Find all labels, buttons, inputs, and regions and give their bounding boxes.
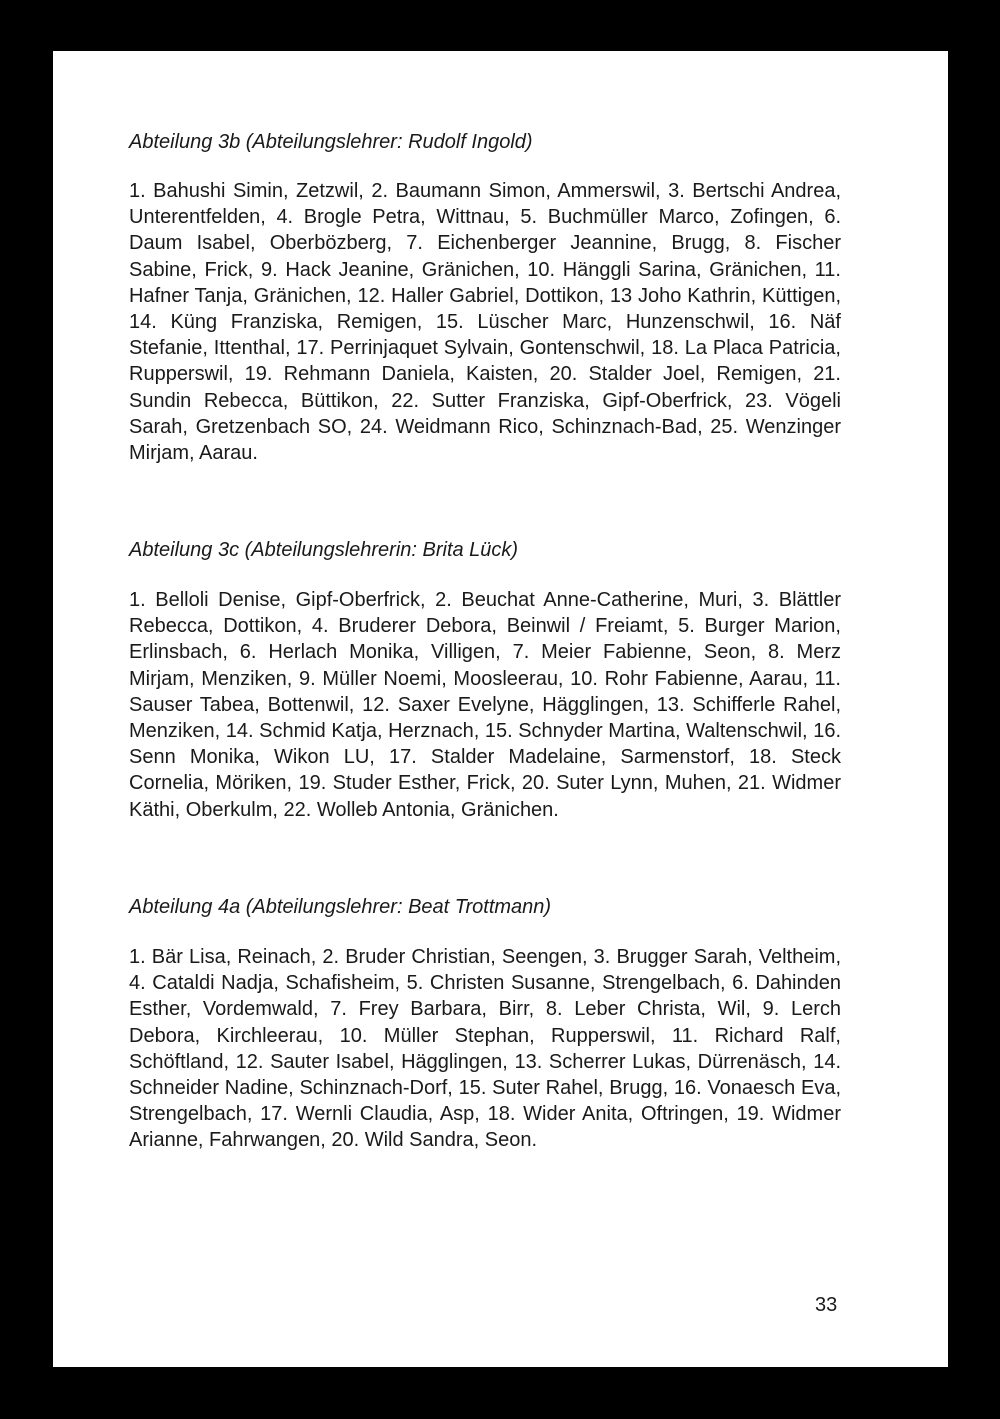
- section-heading: Abteilung 4a (Abteilungslehrer: Beat Trottmann): [129, 896, 552, 918]
- section-abteilung-3c: [129, 538, 841, 823]
- student-list: 1. Belloli Denise, Gipf-Oberfrick, 2. Beuchat Anne-Catherine, Muri, 3. Blättler Rebecca, Dottikon, 4. Bruderer Debora, Beinwil / Freiamt, 5. Burger Marion, Erlinsbach, 6. Herlach Monika, Villigen, 7. Meier Fabienne, Seon, 8. Merz Mirjam, Menziken, 9. Müller Noemi, Moosleerau, 10. Rohr Fabienne, Aarau, 11. Sauser Tabea, Bottenwil, 12. Saxer Evelyne, Hägglingen, 13. Schifferle Rahel, Menziken, 14. Schmid Katja, Herznach, 15. Schnyder Martina, Waltenschwil, 16. Senn Monika, Wikon LU, 17. Stalder Madelaine, Sarmenstorf, 18. Steck Cornelia, Möriken, 19. Studer Esther, Frick, 20. Suter Lynn, Muhen, 21. Widmer Käthi, Oberkulm, 22. Wolleb Antonia, Gränichen.: [129, 589, 841, 821]
- document-page: [53, 51, 948, 1367]
- section-abteilung-3b: [129, 130, 841, 466]
- section-heading: Abteilung 3c (Abteilungslehrerin: Brita Lück): [129, 539, 519, 561]
- page-number: 33: [815, 1294, 838, 1316]
- section-abteilung-4a: [129, 895, 841, 1154]
- section-heading: Abteilung 3b (Abteilungslehrer: Rudolf Ingold): [129, 131, 533, 153]
- student-list: 1. Bahushi Simin, Zetzwil, 2. Baumann Simon, Ammerswil, 3. Bertschi Andrea, Unterentfelden, 4. Brogle Petra, Wittnau, 5. Buchmüller Marco, Zofingen, 6. Daum Isabel, Oberbözberg, 7. Eichenberger Jeannine, Brugg, 8. Fischer Sabine, Frick, 9. Hack Jeanine, Gränichen, 10. Hänggli Sarina, Gränichen, 11. Hafner Tanja, Gränichen, 12. Haller Gabriel, Dottikon, 13 Joho Kathrin, Küttigen, 14. Küng Franziska, Remigen, 15. Lüscher Marc, Hunzenschwil, 16. Näf Stefanie, Ittenthal, 17. Perrinjaquet Sylvain, Gontenschwil, 18. La Placa Patricia, Rupperswil, 19. Rehmann Daniela, Kaisten, 20. Stalder Joel, Remigen, 21. Sundin Rebecca, Büttikon, 22. Sutter Franziska, Gipf-Oberfrick, 23. Vögeli Sarah, Gretzenbach SO, 24. Weidmann Rico, Schinznach-Bad, 25. Wenzinger Mirjam, Aarau.: [129, 180, 841, 465]
- student-list: 1. Bär Lisa, Reinach, 2. Bruder Christian, Seengen, 3. Brugger Sarah, Veltheim, 4. Cataldi Nadja, Schafisheim, 5. Christen Susanne, Strengelbach, 6. Dahinden Esther, Vordemwald, 7. Frey Barbara, Birr, 8. Leber Christa, Wil, 9. Lerch Debora, Kirchleerau, 10. Müller Stephan, Rupperswil, 11. Richard Ralf, Schöftland, 12. Sauter Isabel, Hägglingen, 13. Scherrer Lukas, Dürrenäsch, 14. Schneider Nadine, Schinznach-Dorf, 15. Suter Rahel, Brugg, 16. Vonaesch Eva, Strengelbach, 17. Wernli Claudia, Asp, 18. Wider Anita, Oftringen, 19. Widmer Arianne, Fahrwangen, 20. Wild Sandra, Seon.: [129, 946, 841, 1152]
